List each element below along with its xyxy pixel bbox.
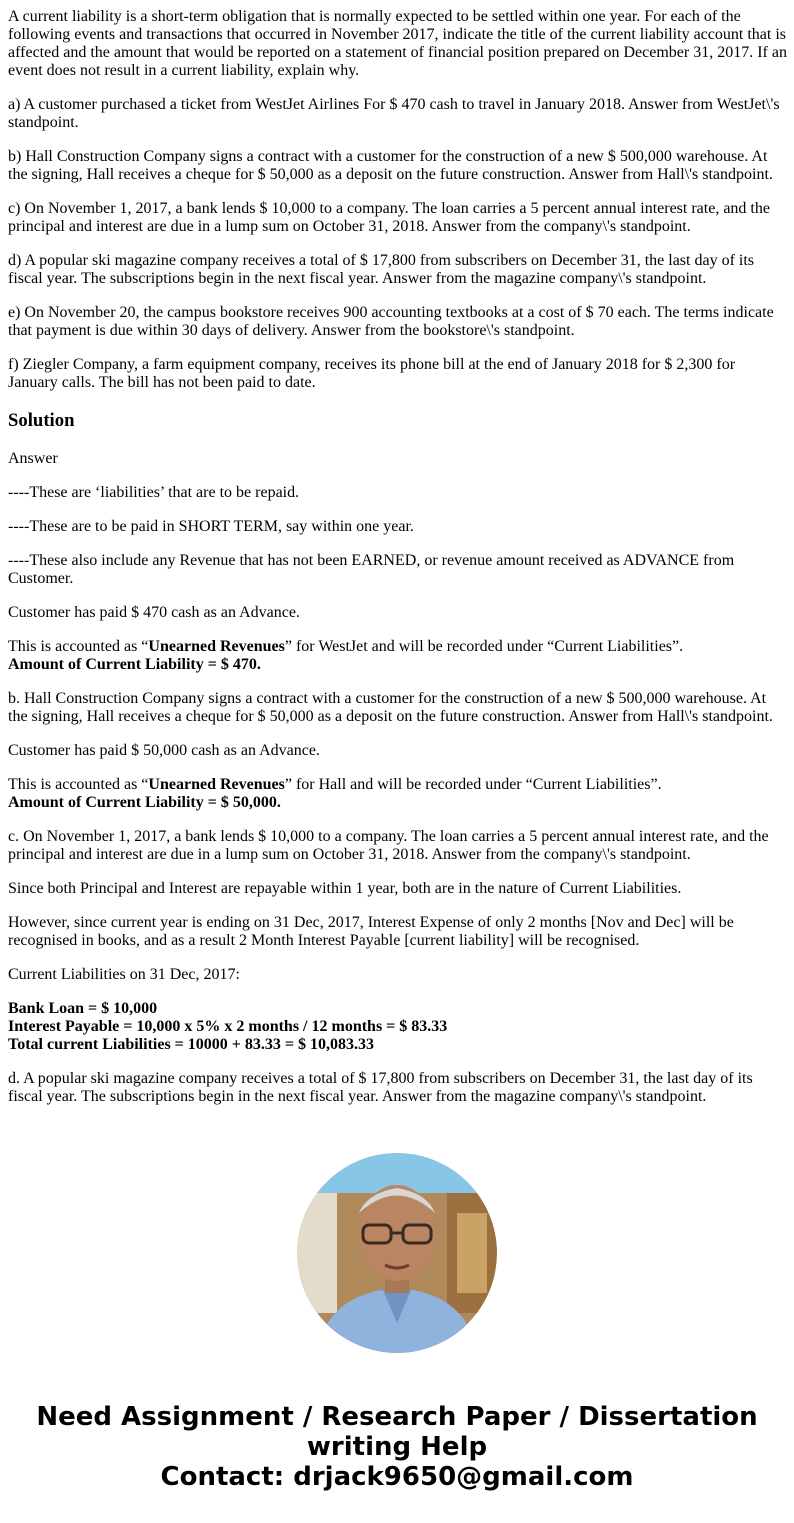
solution-a-accounted-bold: Unearned Revenues [148,638,285,655]
solution-point-3: ----These also include any Revenue that has not been EARNED, or revenue amount received as ADVANCE from Customer. [8,552,735,587]
solution-c-breakdown [8,1000,788,1054]
question-item-a: a) A customer purchased a ticket from WestJet Airlines For $ 470 cash to travel in January 2018. Answer from WestJet\'s standpoint. [8,96,780,131]
document-body [8,0,788,1122]
footer-contact [0,1402,794,1492]
solution-point-2: ----These are to be paid in SHORT TERM, say within one year. [8,518,414,535]
solution-b-advance: Customer has paid $ 50,000 cash as an Advance. [8,742,320,759]
solution-b-accounted-post: ” for Hall and will be recorded under “Current Liabilities”. [284,776,662,793]
answer-label: Answer [8,450,58,467]
solution-c-total: Total current Liabilities = 10000 + 83.33 = $ 10,083.33 [8,1036,375,1053]
question-intro: A current liability is a short-term obligation that is normally expected to be settled within one year. For each of the following events and transactions that occurred in November 2017, indicate the title of the current liability account that is affected and the amount that would be reported on a statement of financial position prepared on December 31, 2017. If an event does not result in a current liability, explain why. [8,8,787,79]
question-item-b: b) Hall Construction Company signs a contract with a customer for the construction of a new $ 500,000 warehouse. At the signing, Hall receives a cheque for $ 50,000 as a deposit on the future construction. Answer from Hall\'s standpoint. [8,148,773,183]
question-item-e: e) On November 20, the campus bookstore receives 900 accounting textbooks at a cost of $ 70 each. The terms indicate that payment is due within 30 days of delivery. Answer from the bookstore\'s standpoint. [8,304,774,339]
author-portrait-image [297,1153,497,1353]
author-photo [297,1153,497,1353]
solution-c-however: However, since current year is ending on 31 Dec, 2017, Interest Expense of only 2 months [Nov and Dec] will be recognised in books, and as a result 2 Month Interest Payable [current liability] will be recognised. [8,914,734,949]
solution-heading: Solution [8,410,75,431]
question-item-c: c) On November 1, 2017, a bank lends $ 10,000 to a company. The loan carries a 5 percent annual interest rate, and the principal and interest are due in a lump sum on October 31, 2018. Answer from the company\'s standpoint. [8,200,770,235]
footer-line-2: writing Help [306,1432,488,1462]
footer-contact-email[interactable]: Contact: drjack9650@gmail.com [160,1462,634,1492]
solution-a-accounted-post: ” for WestJet and will be recorded under “Current Liabilities”. [284,638,684,655]
solution-a-accounted [8,638,788,674]
solution-b-restated: b. Hall Construction Company signs a contract with a customer for the construction of a new $ 500,000 warehouse. At the signing, Hall receives a cheque for $ 50,000 as a deposit on the future construction. Answer from Hall\'s standpoint. [8,690,773,725]
solution-d-restated: d. A popular ski magazine company receives a total of $ 17,800 from subscribers on December 31, the last day of its fiscal year. The subscriptions begin in the next fiscal year. Answer from the magazine company\'s standpoint. [8,1070,753,1105]
solution-b-accounted-bold: Unearned Revenues [148,776,285,793]
solution-c-restated: c. On November 1, 2017, a bank lends $ 10,000 to a company. The loan carries a 5 percent annual interest rate, and the principal and interest are due in a lump sum on October 31, 2018. Answer from the company\'s standpoint. [8,828,769,863]
solution-c-interest: Interest Payable = 10,000 x 5% x 2 months / 12 months = $ 83.33 [8,1018,448,1035]
solution-b-accounted [8,776,788,812]
question-item-d: d) A popular ski magazine company receives a total of $ 17,800 from subscribers on December 31, the last day of its fiscal year. The subscriptions begin in the next fiscal year. Answer from the magazine company\'s standpoint. [8,252,755,287]
solution-a-amount: Amount of Current Liability = $ 470. [8,656,261,673]
solution-c-cl-label: Current Liabilities on 31 Dec, 2017: [8,966,240,983]
solution-b-amount: Amount of Current Liability = $ 50,000. [8,794,281,811]
solution-point-1: ----These are ‘liabilities’ that are to be repaid. [8,484,300,501]
question-item-f: f) Ziegler Company, a farm equipment company, receives its phone bill at the end of January 2018 for $ 2,300 for January calls. The bill has not been paid to date. [8,356,736,391]
solution-a-advance: Customer has paid $ 470 cash as an Advance. [8,604,300,621]
footer-line-1: Need Assignment / Research Paper / Dissertation [36,1402,758,1432]
solution-a-accounted-pre: This is accounted as “ [8,638,149,655]
solution-c-nature: Since both Principal and Interest are repayable within 1 year, both are in the nature of Current Liabilities. [8,880,682,897]
solution-b-accounted-pre: This is accounted as “ [8,776,149,793]
solution-c-bank-loan: Bank Loan = $ 10,000 [8,1000,158,1017]
